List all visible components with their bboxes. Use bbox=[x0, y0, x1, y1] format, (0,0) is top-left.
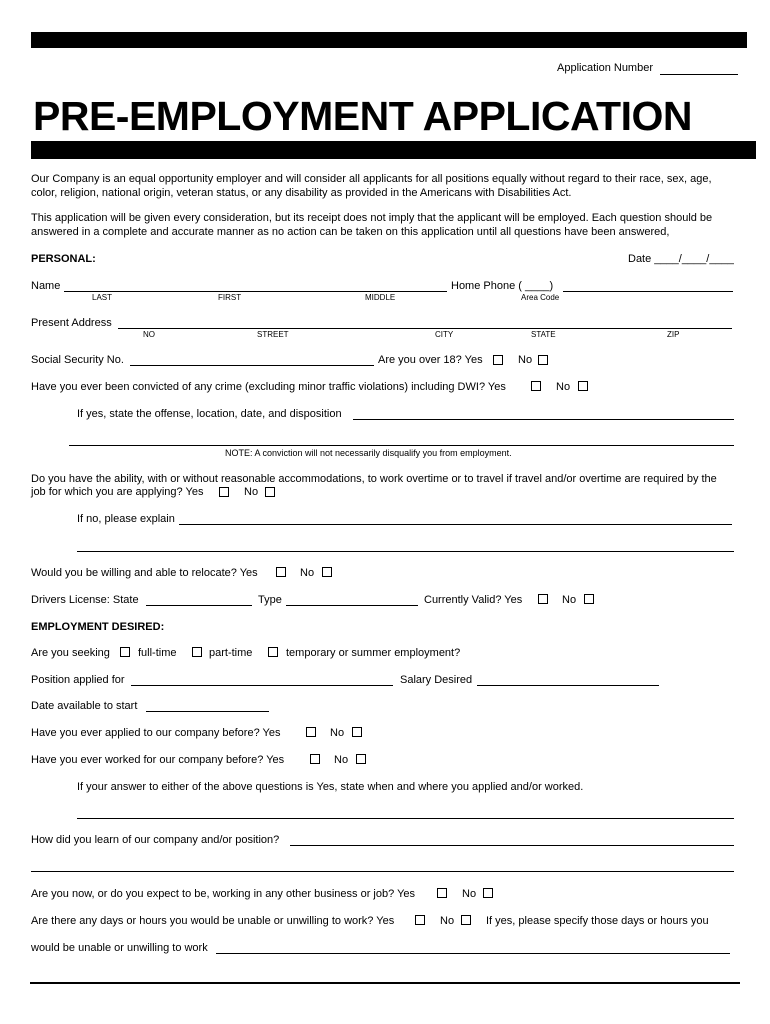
name-sub-middle: MIDDLE bbox=[365, 293, 396, 302]
convicted-no-checkbox[interactable] bbox=[578, 381, 588, 391]
applied-yes-checkbox[interactable] bbox=[306, 727, 316, 737]
date-field[interactable]: Date ____/____/____ bbox=[628, 253, 734, 265]
personal-heading: PERSONAL: bbox=[31, 253, 96, 265]
worked-no-label: No bbox=[334, 754, 349, 766]
position-field[interactable] bbox=[131, 685, 393, 686]
intro-paragraph-1: Our Company is an equal opportunity employer and will consider all applicants for all positions equally without regard to their race, sex, age, color, religion, national origin, veteran status, or any disability as provided in the Americans with Disabilities Act. bbox=[31, 173, 712, 199]
applied-before-label: Have you ever applied to our company before? Yes bbox=[31, 727, 281, 739]
part-time-checkbox[interactable] bbox=[192, 647, 202, 657]
applied-worked-field[interactable] bbox=[77, 818, 734, 819]
offense-field-line2[interactable] bbox=[69, 445, 734, 446]
applied-no-checkbox[interactable] bbox=[352, 727, 362, 737]
overtime-no-checkbox[interactable] bbox=[265, 487, 275, 497]
worked-before-label: Have you ever worked for our company before? Yes bbox=[31, 754, 285, 766]
over18-no-checkbox[interactable] bbox=[538, 355, 548, 365]
overtime-no-label: No bbox=[244, 486, 259, 498]
full-time-checkbox[interactable] bbox=[120, 647, 130, 657]
salary-field[interactable] bbox=[477, 685, 659, 686]
other-business-no-label: No bbox=[462, 888, 477, 900]
address-label: Present Address bbox=[31, 317, 112, 329]
ssn-field[interactable] bbox=[130, 365, 374, 366]
learn-label: How did you learn of our company and/or position? bbox=[31, 834, 280, 846]
area-code-label: Area Code bbox=[521, 293, 560, 302]
explain-field[interactable] bbox=[179, 524, 732, 525]
would-be-unable-label: would be unable or unwilling to work bbox=[31, 942, 208, 954]
worked-no-checkbox[interactable] bbox=[356, 754, 366, 764]
license-type-field[interactable] bbox=[286, 605, 418, 606]
relocate-no-label: No bbox=[300, 567, 315, 579]
top-bar bbox=[31, 32, 747, 48]
address-field[interactable] bbox=[118, 328, 732, 329]
application-number-field[interactable] bbox=[660, 74, 738, 75]
relocate-label: Would you be willing and able to relocate? Yes bbox=[31, 567, 258, 579]
overtime-label-line2: job for which you are applying? Yes bbox=[31, 486, 204, 498]
days-hours-no-checkbox[interactable] bbox=[461, 915, 471, 925]
license-state-field[interactable] bbox=[146, 605, 252, 606]
overtime-yes-checkbox[interactable] bbox=[219, 487, 229, 497]
relocate-yes-checkbox[interactable] bbox=[276, 567, 286, 577]
other-business-label: Are you now, or do you expect to be, working in any other business or job? Yes bbox=[31, 888, 416, 900]
name-field[interactable] bbox=[64, 291, 447, 292]
position-label: Position applied for bbox=[31, 674, 125, 686]
convicted-label: Have you ever been convicted of any crime (excluding minor traffic violations) including DWI? Yes bbox=[31, 381, 506, 393]
days-hours-yes-checkbox[interactable] bbox=[415, 915, 425, 925]
offense-label: If yes, state the offense, location, date, and disposition bbox=[77, 408, 342, 420]
convicted-yes-checkbox[interactable] bbox=[531, 381, 541, 391]
temporary-checkbox[interactable] bbox=[268, 647, 278, 657]
over18-no-label: No bbox=[518, 354, 533, 366]
name-label: Name bbox=[31, 280, 61, 292]
name-sub-first: FIRST bbox=[218, 293, 242, 302]
title-bar bbox=[31, 141, 756, 159]
license-valid-no-checkbox[interactable] bbox=[584, 594, 594, 604]
license-label: Drivers License: State bbox=[31, 594, 139, 606]
ssn-label: Social Security No. bbox=[31, 354, 124, 366]
address-sub-zip: ZIP bbox=[667, 330, 680, 339]
explain-field-line2[interactable] bbox=[77, 551, 734, 552]
date-start-label: Date available to start bbox=[31, 700, 138, 712]
bottom-rule bbox=[30, 982, 740, 984]
learn-field-line2[interactable] bbox=[31, 871, 734, 872]
license-valid-yes-checkbox[interactable] bbox=[538, 594, 548, 604]
address-sub-street: STREET bbox=[257, 330, 289, 339]
address-sub-state: STATE bbox=[531, 330, 556, 339]
convicted-no-label: No bbox=[556, 381, 571, 393]
seeking-label: Are you seeking bbox=[31, 647, 110, 659]
days-hours-field[interactable] bbox=[216, 953, 730, 954]
part-time-label: part-time bbox=[209, 647, 253, 659]
license-type-label: Type bbox=[258, 594, 282, 606]
name-sub-last: LAST bbox=[92, 293, 113, 302]
employment-heading: EMPLOYMENT DESIRED: bbox=[31, 621, 165, 633]
worked-yes-checkbox[interactable] bbox=[310, 754, 320, 764]
conviction-note: NOTE: A conviction will not necessarily disqualify you from employment. bbox=[225, 448, 512, 458]
intro-paragraph-2: This application will be given every consideration, but its receipt does not imply that the applicant will be employed. Each question should be answered in a complete and accurate manner as no action can be taken on this application until all questions have been answered, bbox=[31, 212, 713, 238]
offense-field[interactable] bbox=[353, 419, 734, 420]
home-phone-label: Home Phone ( ____) bbox=[451, 280, 554, 292]
days-hours-specify-label: If yes, please specify those days or hours you bbox=[486, 915, 709, 927]
other-business-yes-checkbox[interactable] bbox=[437, 888, 447, 898]
applied-no-label: No bbox=[330, 727, 345, 739]
full-time-label: full-time bbox=[138, 647, 177, 659]
days-hours-no-label: No bbox=[440, 915, 455, 927]
application-number-label: Application Number bbox=[557, 62, 653, 74]
date-start-field[interactable] bbox=[146, 711, 269, 712]
address-sub-city: CITY bbox=[435, 330, 454, 339]
over18-label: Are you over 18? Yes bbox=[378, 354, 483, 366]
license-valid-label: Currently Valid? Yes bbox=[424, 594, 523, 606]
learn-field[interactable] bbox=[290, 845, 734, 846]
relocate-no-checkbox[interactable] bbox=[322, 567, 332, 577]
page-title: PRE-EMPLOYMENT APPLICATION bbox=[33, 93, 692, 139]
temporary-label: temporary or summer employment? bbox=[286, 647, 461, 659]
home-phone-field[interactable] bbox=[563, 291, 733, 292]
salary-label: Salary Desired bbox=[400, 674, 473, 686]
if-answer-yes-label: If your answer to either of the above questions is Yes, state when and where you applied and/or worked. bbox=[77, 781, 584, 793]
overtime-label-line1: Do you have the ability, with or without reasonable accommodations, to work overtime or to travel if travel and/or overtime are required by the bbox=[31, 473, 717, 485]
over18-yes-checkbox[interactable] bbox=[493, 355, 503, 365]
address-sub-no: NO bbox=[143, 330, 155, 339]
other-business-no-checkbox[interactable] bbox=[483, 888, 493, 898]
days-hours-label: Are there any days or hours you would be unable or unwilling to work? Yes bbox=[31, 915, 395, 927]
explain-label: If no, please explain bbox=[77, 513, 175, 525]
license-valid-no-label: No bbox=[562, 594, 577, 606]
